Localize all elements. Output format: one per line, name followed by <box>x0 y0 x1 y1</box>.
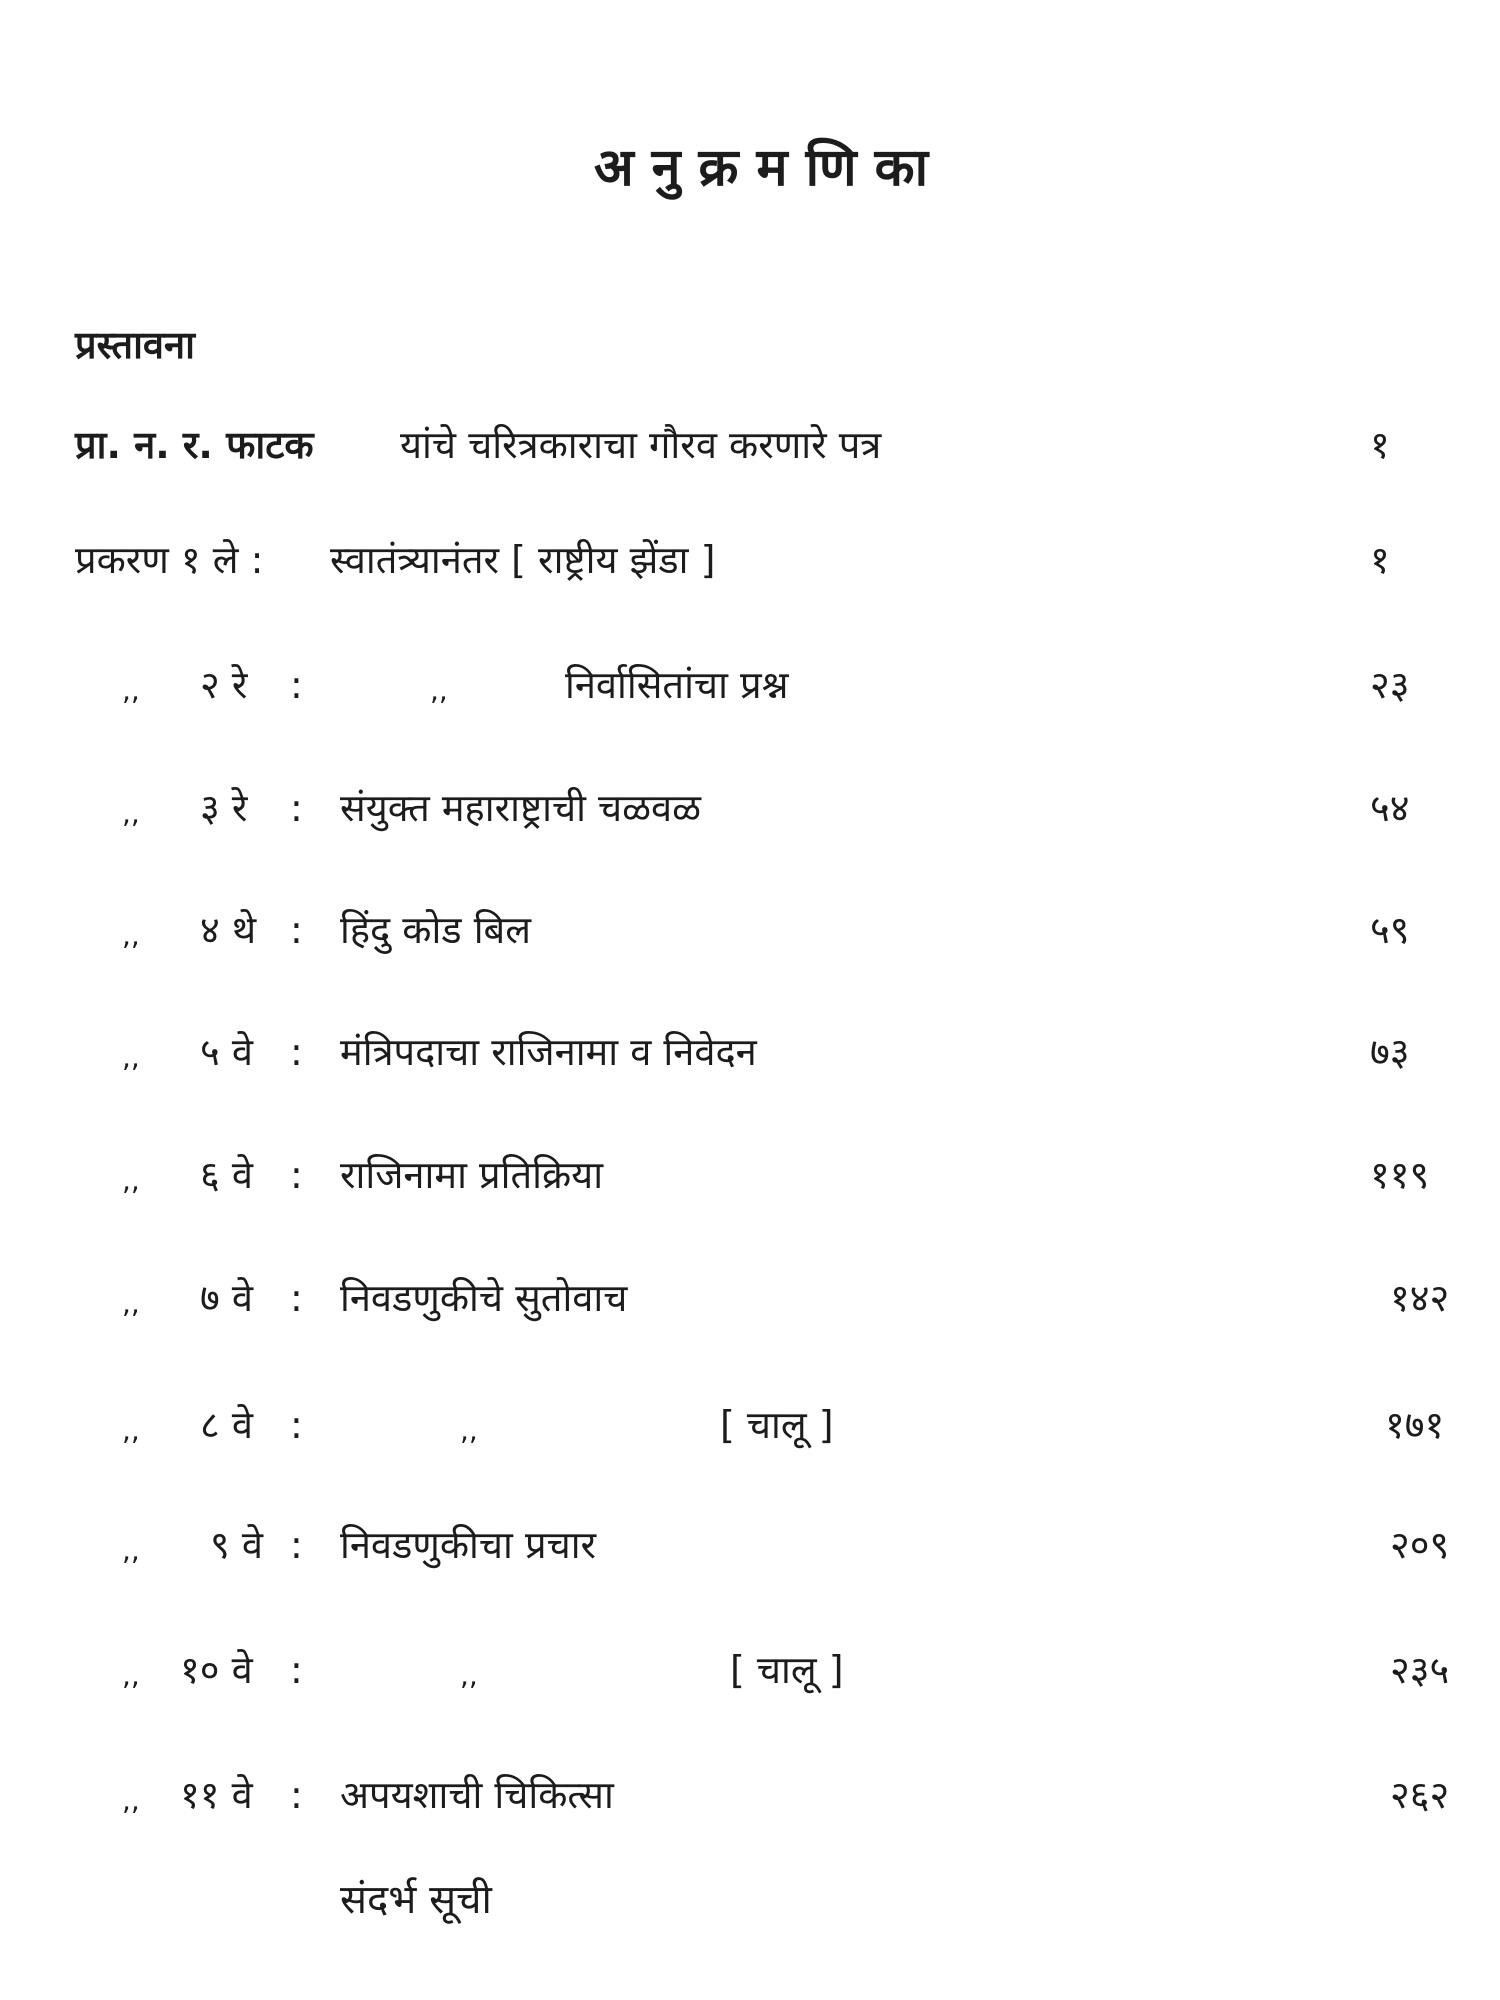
chapter-number: २ रे <box>200 663 248 707</box>
toc-entry <box>0 1765 1500 1825</box>
entry-page-number: २३५ <box>1390 1648 1450 1692</box>
chapter-number: ३ रे <box>200 786 248 830</box>
entry-page-number: २०९ <box>1390 1523 1450 1567</box>
ditto-mark: ,, <box>460 1414 478 1447</box>
entry-colon: : <box>290 1030 303 1074</box>
entry-page-number: २३ <box>1370 663 1410 707</box>
page-title: अनुक्रमणिका <box>593 138 947 198</box>
entry-page-number: ७३ <box>1370 1030 1410 1074</box>
chapter-number: ५ वे <box>200 1030 253 1074</box>
ditto-mark: ,, <box>122 919 140 952</box>
chapter-number: १० वे <box>180 1648 253 1692</box>
entry-page-number: १ <box>1370 423 1390 467</box>
toc-entry <box>0 1515 1500 1575</box>
entry-colon: : <box>290 663 303 707</box>
entry-page-number: २६२ <box>1390 1773 1450 1817</box>
ditto-mark: ,, <box>430 674 448 707</box>
ditto-mark: ,, <box>122 1534 140 1567</box>
toc-entry <box>0 1395 1500 1455</box>
entry-text: राजिनामा प्रतिक्रिया <box>340 1153 604 1197</box>
ditto-mark: ,, <box>122 1287 140 1320</box>
entry-text: निर्वासितांचा प्रश्न <box>565 663 789 707</box>
entry-page-number: १४२ <box>1390 1276 1450 1320</box>
toc-entry <box>0 1145 1500 1205</box>
entry-text: हिंदु कोड बिल <box>340 908 532 952</box>
entry-colon: : <box>290 786 303 830</box>
chapter-number: ९ वे <box>210 1523 263 1567</box>
ditto-mark: ,, <box>122 1164 140 1197</box>
entry-page-number: ५४ <box>1370 786 1410 830</box>
toc-entry <box>0 415 1500 475</box>
chapter-number: ८ वे <box>200 1403 253 1447</box>
ditto-mark: ,, <box>122 797 140 830</box>
ditto-mark: ,, <box>122 674 140 707</box>
entry-text: [ चालू ] <box>720 1403 834 1447</box>
entry-colon: : <box>290 1648 303 1692</box>
entry-text: यांचे चरित्रकाराचा गौरव करणारे पत्र <box>400 423 882 467</box>
entry-colon: : <box>290 1773 303 1817</box>
chapter-number: ११ वे <box>180 1773 253 1817</box>
entry-lead: प्रा. न. र. फाटक <box>75 423 314 467</box>
entry-colon: : <box>290 1153 303 1197</box>
ditto-mark: ,, <box>122 1041 140 1074</box>
toc-entry <box>0 530 1500 590</box>
entry-page-number: १ <box>1370 538 1390 582</box>
entry-page-number: ११९ <box>1370 1153 1430 1197</box>
entry-text: स्वातंत्र्यानंतर [ राष्ट्रीय झेंडा ] <box>330 538 716 582</box>
toc-entry <box>0 900 1500 960</box>
entry-text: [ चालू ] <box>730 1648 844 1692</box>
entry-lead: प्रकरण १ ले : <box>75 538 264 582</box>
entry-page-number: ५९ <box>1370 908 1410 952</box>
toc-entry <box>0 1640 1500 1700</box>
entry-text: निवडणुकीचा प्रचार <box>340 1523 597 1567</box>
chapter-number: ४ थे <box>200 908 257 952</box>
entry-colon: : <box>290 908 303 952</box>
entry-text: संयुक्त महाराष्ट्राची चळवळ <box>340 786 702 830</box>
chapter-number: ६ वे <box>200 1153 253 1197</box>
entry-colon: : <box>290 1276 303 1320</box>
entry-colon: : <box>290 1523 303 1567</box>
references-entry: संदर्भ सूची <box>340 1877 492 1923</box>
entry-text: अपयशाची चिकित्सा <box>340 1773 614 1817</box>
section-label: प्रस्तावना <box>75 323 195 367</box>
toc-entry <box>0 1022 1500 1082</box>
entry-text: निवडणुकीचे सुतोवाच <box>340 1276 628 1320</box>
toc-entry <box>0 1268 1500 1328</box>
ditto-mark: ,, <box>122 1659 140 1692</box>
entry-colon: : <box>290 1403 303 1447</box>
ditto-mark: ,, <box>122 1414 140 1447</box>
entry-text: मंत्रिपदाचा राजिनामा व निवेदन <box>340 1030 757 1074</box>
ditto-mark: ,, <box>122 1784 140 1817</box>
ditto-mark: ,, <box>460 1659 478 1692</box>
toc-entry <box>0 655 1500 715</box>
chapter-number: ७ वे <box>200 1276 253 1320</box>
toc-entry <box>0 778 1500 838</box>
entry-page-number: १७१ <box>1385 1403 1445 1447</box>
